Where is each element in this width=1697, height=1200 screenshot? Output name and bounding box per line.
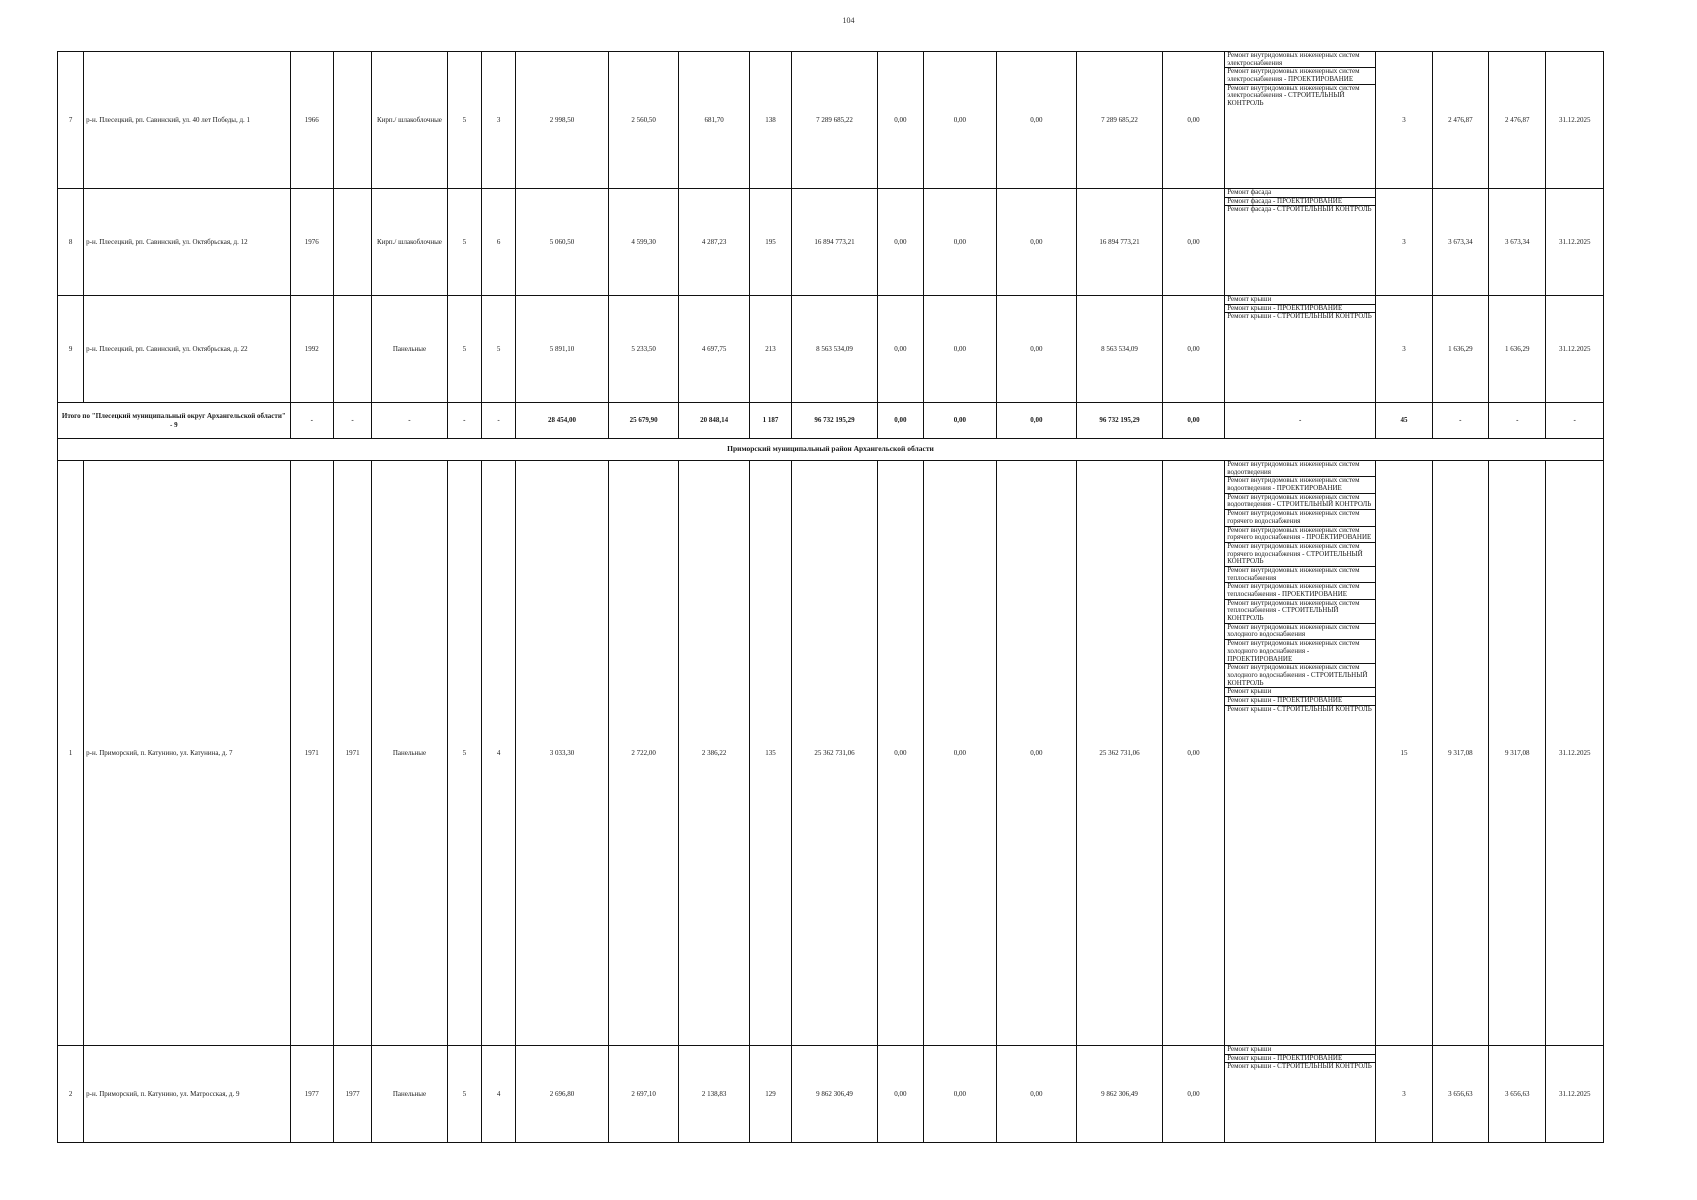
work-item: Ремонт внутридомовых инженерных систем теплоснабжения - ПРОЕКТИРОВАНИЕ — [1225, 583, 1375, 599]
work-item: Ремонт внутридомовых инженерных систем водоотведения — [1225, 461, 1375, 477]
work-item: Ремонт внутридомовых инженерных систем теплоснабжения - СТРОИТЕЛЬНЫЙ КОНТРОЛЬ — [1225, 600, 1375, 624]
other-funds: 0,00 — [1162, 189, 1224, 296]
max-unit-cost: 3 656,63 — [1489, 1046, 1546, 1143]
total-dash: - — [290, 403, 333, 439]
living-area: 2 697,10 — [608, 1046, 679, 1143]
owners-funds: 7 289 685,22 — [1077, 52, 1163, 189]
total-residents: 1 187 — [749, 403, 791, 439]
wall-material: Панельные — [372, 461, 448, 1046]
work-item: Ремонт внутридомовых инженерных систем электроснабжения - ПРОЕКТИРОВАНИЕ — [1225, 68, 1375, 84]
regional-budget: 0,00 — [924, 296, 997, 403]
wall-material: Кирп./ шлакоблочные — [372, 52, 448, 189]
deadline: 31.12.2025 — [1546, 296, 1604, 403]
work-item: Ремонт крыши — [1225, 1046, 1375, 1055]
table-row — [58, 189, 1604, 296]
work-item: Ремонт крыши — [1225, 688, 1375, 697]
works-cell — [1225, 296, 1376, 403]
total-works-count: 45 — [1376, 403, 1432, 439]
deadline: 31.12.2025 — [1546, 189, 1604, 296]
work-item: Ремонт внутридомовых инженерных систем водоотведения - ПРОЕКТИРОВАНИЕ — [1225, 477, 1375, 493]
owned-area: 681,70 — [679, 52, 750, 189]
wall-material: Панельные — [372, 1046, 448, 1143]
row-number: 9 — [58, 296, 84, 403]
total-row — [58, 403, 1604, 439]
entrances: 4 — [481, 1046, 515, 1143]
total-other-funds: 0,00 — [1162, 403, 1224, 439]
work-item: Ремонт фасада - ПРОЕКТИРОВАНИЕ — [1225, 198, 1375, 207]
section-header-row — [58, 439, 1604, 461]
fund-cost: 0,00 — [877, 1046, 923, 1143]
row-number: 2 — [58, 1046, 84, 1143]
total-living-area: 25 679,90 — [608, 403, 679, 439]
local-budget: 0,00 — [996, 1046, 1077, 1143]
owned-area: 2 138,83 — [679, 1046, 750, 1143]
year-reconstructed — [333, 296, 371, 403]
owners-funds: 9 862 306,49 — [1077, 1046, 1163, 1143]
residents: 135 — [749, 461, 791, 1046]
living-area: 2 560,50 — [608, 52, 679, 189]
works-count: 3 — [1376, 1046, 1432, 1143]
other-funds: 0,00 — [1162, 296, 1224, 403]
regional-budget: 0,00 — [924, 189, 997, 296]
works-cell — [1225, 52, 1376, 189]
entrances: 6 — [481, 189, 515, 296]
local-budget: 0,00 — [996, 189, 1077, 296]
total-area: 28 454,00 — [516, 403, 609, 439]
regional-budget: 0,00 — [924, 1046, 997, 1143]
deadline: 31.12.2025 — [1546, 1046, 1604, 1143]
work-item: Ремонт внутридомовых инженерных систем водоотведения - СТРОИТЕЛЬНЫЙ КОНТРОЛЬ — [1225, 494, 1375, 510]
works-cell — [1225, 461, 1376, 1046]
total-cost: 9 862 306,49 — [792, 1046, 878, 1143]
floors: 5 — [447, 1046, 481, 1143]
works-count: 15 — [1376, 461, 1432, 1046]
work-item: Ремонт внутридомовых инженерных систем горячего водоснабжения - СТРОИТЕЛЬНЫЙ КОНТРОЛЬ — [1225, 543, 1375, 567]
work-item: Ремонт крыши - СТРОИТЕЛЬНЫЙ КОНТРОЛЬ — [1227, 312, 1372, 321]
year-built: 1971 — [290, 461, 333, 1046]
total-dash: - — [372, 403, 448, 439]
address: р-н. Плесецкий, рп. Савинский, ул. Октябрьская, д. 22 — [84, 296, 290, 403]
total-dash: - — [1225, 403, 1376, 439]
year-reconstructed — [333, 189, 371, 296]
work-item: Ремонт крыши - ПРОЕКТИРОВАНИЕ — [1225, 697, 1375, 706]
fund-cost: 0,00 — [877, 52, 923, 189]
floors: 5 — [447, 52, 481, 189]
works-count: 3 — [1376, 52, 1432, 189]
deadline: 31.12.2025 — [1546, 461, 1604, 1046]
owned-area: 4 697,75 — [679, 296, 750, 403]
table-row — [58, 296, 1604, 403]
local-budget: 0,00 — [996, 461, 1077, 1046]
deadline: 31.12.2025 — [1546, 52, 1604, 189]
total-area: 3 033,30 — [516, 461, 609, 1046]
work-item: Ремонт внутридомовых инженерных систем холодного водоснабжения - ПРОЕКТИРОВАНИЕ — [1225, 640, 1375, 664]
local-budget: 0,00 — [996, 296, 1077, 403]
works-cell — [1225, 189, 1376, 296]
row-number: 1 — [58, 461, 84, 1046]
max-unit-cost: 2 476,87 — [1489, 52, 1546, 189]
wall-material: Кирп./ шлакоблочные — [372, 189, 448, 296]
total-area: 2 696,80 — [516, 1046, 609, 1143]
residents: 129 — [749, 1046, 791, 1143]
entrances: 4 — [481, 461, 515, 1046]
address: р-н. Плесецкий, рп. Савинский, ул. Октябрьская, д. 12 — [84, 189, 290, 296]
total-cost: 7 289 685,22 — [792, 52, 878, 189]
fund-cost: 0,00 — [877, 296, 923, 403]
total-dash: - — [1432, 403, 1488, 439]
entrances: 5 — [481, 296, 515, 403]
living-area: 4 599,30 — [608, 189, 679, 296]
table-row — [58, 52, 1604, 189]
year-reconstructed: 1977 — [333, 1046, 371, 1143]
total-area: 2 998,50 — [516, 52, 609, 189]
unit-cost: 2 476,87 — [1432, 52, 1488, 189]
local-budget: 0,00 — [996, 52, 1077, 189]
max-unit-cost: 9 317,08 — [1489, 461, 1546, 1046]
regional-budget: 0,00 — [924, 461, 997, 1046]
page-number: 104 — [842, 16, 855, 25]
year-reconstructed: 1971 — [333, 461, 371, 1046]
total-label: Итого по "Плесецкий муниципальный округ Архангельской области" - 9 — [58, 403, 291, 439]
year-built: 1992 — [290, 296, 333, 403]
unit-cost: 3 656,63 — [1432, 1046, 1488, 1143]
work-item: Ремонт крыши - ПРОЕКТИРОВАНИЕ — [1225, 1055, 1375, 1064]
owned-area: 2 386,22 — [679, 461, 750, 1046]
total-dash: - — [481, 403, 515, 439]
floors: 5 — [447, 461, 481, 1046]
other-funds: 0,00 — [1162, 1046, 1224, 1143]
max-unit-cost: 1 636,29 — [1489, 296, 1546, 403]
year-built: 1976 — [290, 189, 333, 296]
total-dash: - — [447, 403, 481, 439]
work-item: Ремонт крыши - СТРОИТЕЛЬНЫЙ КОНТРОЛЬ — [1227, 704, 1372, 713]
other-funds: 0,00 — [1162, 461, 1224, 1046]
total-owned-area: 20 848,14 — [679, 403, 750, 439]
max-unit-cost: 3 673,34 — [1489, 189, 1546, 296]
unit-cost: 9 317,08 — [1432, 461, 1488, 1046]
row-number: 7 — [58, 52, 84, 189]
work-item: Ремонт фасада — [1225, 189, 1375, 198]
work-item: Ремонт внутридомовых инженерных систем холодного водоснабжения - СТРОИТЕЛЬНЫЙ КОНТРОЛЬ — [1225, 664, 1375, 688]
work-item: Ремонт фасада - СТРОИТЕЛЬНЫЙ КОНТРОЛЬ — [1227, 205, 1372, 214]
capital-repair-table — [57, 51, 1604, 1143]
total-cost: 16 894 773,21 — [792, 189, 878, 296]
residents: 213 — [749, 296, 791, 403]
work-item: Ремонт внутридомовых инженерных систем теплоснабжения — [1225, 567, 1375, 583]
work-item: Ремонт внутридомовых инженерных систем холодного водоснабжения — [1225, 624, 1375, 640]
section-title: Приморский муниципальный район Архангельской области — [58, 439, 1604, 461]
owners-funds: 8 563 534,09 — [1077, 296, 1163, 403]
year-reconstructed — [333, 52, 371, 189]
unit-cost: 1 636,29 — [1432, 296, 1488, 403]
floors: 5 — [447, 189, 481, 296]
total-dash: - — [333, 403, 371, 439]
fund-cost: 0,00 — [877, 189, 923, 296]
table-row — [58, 461, 1604, 1046]
other-funds: 0,00 — [1162, 52, 1224, 189]
total-fund-cost: 0,00 — [877, 403, 923, 439]
table-row — [58, 1046, 1604, 1143]
work-item: Ремонт крыши — [1225, 296, 1375, 305]
total-cost: 8 563 534,09 — [792, 296, 878, 403]
owned-area: 4 287,23 — [679, 189, 750, 296]
owners-funds: 25 362 731,06 — [1077, 461, 1163, 1046]
work-item: Ремонт крыши - ПРОЕКТИРОВАНИЕ — [1225, 305, 1375, 314]
total-cost: 96 732 195,29 — [792, 403, 878, 439]
row-number: 8 — [58, 189, 84, 296]
work-item: Ремонт внутридомовых инженерных систем электроснабжения - СТРОИТЕЛЬНЫЙ КОНТРОЛЬ — [1227, 83, 1360, 108]
owners-funds: 16 894 773,21 — [1077, 189, 1163, 296]
fund-cost: 0,00 — [877, 461, 923, 1046]
living-area: 5 233,50 — [608, 296, 679, 403]
year-built: 1977 — [290, 1046, 333, 1143]
address: р-н. Плесецкий, рп. Савинский, ул. 40 лет Победы, д. 1 — [84, 52, 290, 189]
total-local-budget: 0,00 — [996, 403, 1077, 439]
works-cell — [1225, 1046, 1376, 1143]
works-count: 3 — [1376, 296, 1432, 403]
residents: 138 — [749, 52, 791, 189]
total-dash: - — [1546, 403, 1604, 439]
work-item: Ремонт внутридомовых инженерных систем электроснабжения — [1225, 52, 1375, 68]
residents: 195 — [749, 189, 791, 296]
work-item: Ремонт крыши - СТРОИТЕЛЬНЫЙ КОНТРОЛЬ — [1227, 1062, 1372, 1071]
wall-material: Панельные — [372, 296, 448, 403]
work-item: Ремонт внутридомовых инженерных систем горячего водоснабжения - ПРОЕКТИРОВАНИЕ — [1225, 527, 1375, 543]
entrances: 3 — [481, 52, 515, 189]
total-area: 5 060,50 — [516, 189, 609, 296]
total-area: 5 891,10 — [516, 296, 609, 403]
works-count: 3 — [1376, 189, 1432, 296]
total-dash: - — [1489, 403, 1546, 439]
total-cost: 25 362 731,06 — [792, 461, 878, 1046]
total-regional-budget: 0,00 — [924, 403, 997, 439]
regional-budget: 0,00 — [924, 52, 997, 189]
unit-cost: 3 673,34 — [1432, 189, 1488, 296]
floors: 5 — [447, 296, 481, 403]
total-owners-funds: 96 732 195,29 — [1077, 403, 1163, 439]
address: р-н. Приморский, п. Катунино, ул. Катунина, д. 7 — [84, 461, 290, 1046]
address: р-н. Приморский, п. Катунино, ул. Матросская, д. 9 — [84, 1046, 290, 1143]
work-item: Ремонт внутридомовых инженерных систем горячего водоснабжения — [1225, 510, 1375, 526]
year-built: 1966 — [290, 52, 333, 189]
living-area: 2 722,00 — [608, 461, 679, 1046]
